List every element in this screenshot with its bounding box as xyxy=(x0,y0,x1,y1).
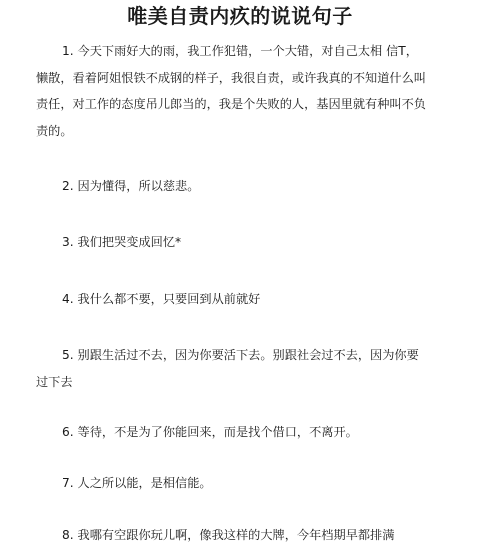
item-text: 今天下雨好大的雨，我工作犯错，一个大错，对自己太相 信T，懒散，看着阿姐恨铁不成钢的样子，我很自责，或许我真的不知道什么叫责任，对工作的态度吊儿郎当的，我是个失败的人，基因里就有种叫不负责的。 xyxy=(36,44,426,138)
list-item xyxy=(36,173,426,200)
item-number: 8. xyxy=(62,528,74,542)
item-number: 5. xyxy=(62,348,74,362)
item-text: 我们把哭变成回忆* xyxy=(77,235,182,249)
item-number: 2. xyxy=(62,179,74,193)
list-item xyxy=(36,38,426,144)
item-number: 6. xyxy=(62,425,74,439)
item-text: 因为懂得，所以慈悲。 xyxy=(77,179,200,193)
list-item xyxy=(36,470,426,497)
item-text: 我哪有空跟你玩儿啊，像我这样的大牌，今年档期早都排满 xyxy=(77,528,395,542)
list-item xyxy=(36,229,426,256)
item-text: 等待，不是为了你能回来，而是找个借口，不离开。 xyxy=(77,425,358,439)
item-number: 7. xyxy=(62,476,74,490)
item-number: 4. xyxy=(62,292,74,306)
item-text: 我什么都不要，只要回到从前就好 xyxy=(77,292,261,306)
item-text: 别跟生活过不去，因为你要活下去。别跟社会过不去，因为你要过下去 xyxy=(36,348,419,389)
item-number: 1. xyxy=(62,44,74,58)
item-text: 人之所以能，是相信能。 xyxy=(77,476,212,490)
page-title: 唯美自责内疚的说说句子 xyxy=(127,4,353,28)
list-item xyxy=(36,419,426,446)
item-number: 3. xyxy=(62,235,74,249)
list-item xyxy=(36,342,426,395)
list-item xyxy=(36,522,426,549)
list-item xyxy=(36,286,426,313)
